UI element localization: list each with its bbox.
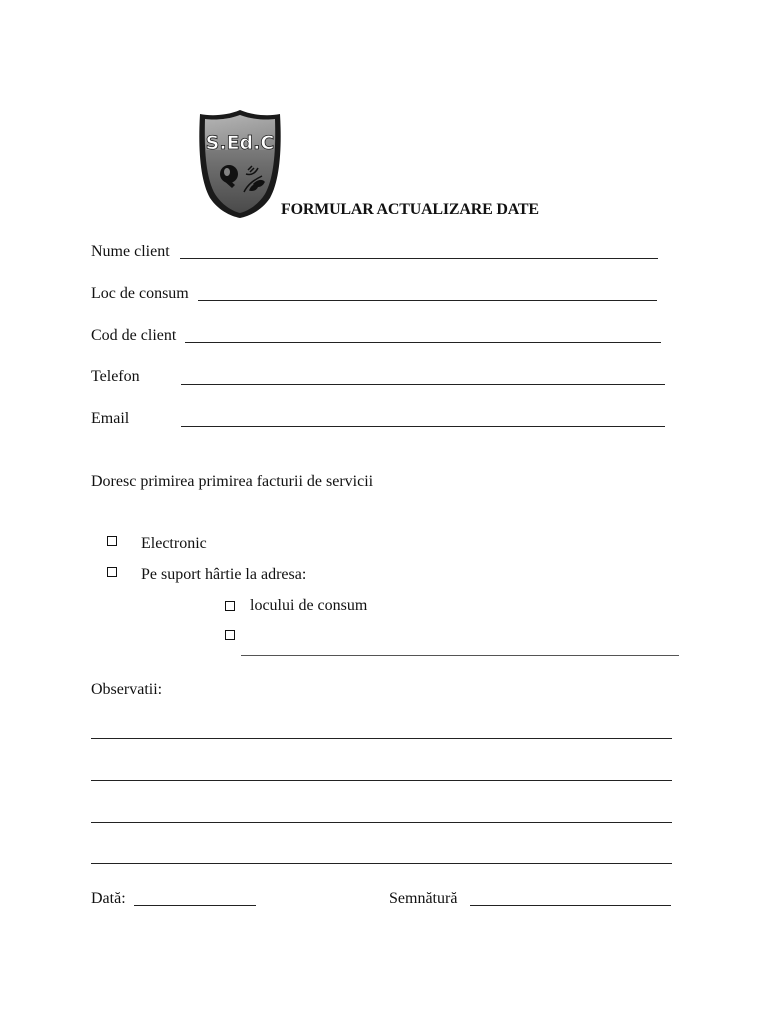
invoice-question: Doresc primirea primirea facturii de servicii xyxy=(91,473,374,490)
checkbox-electronic[interactable] xyxy=(107,536,117,546)
field-input-cod-de-client[interactable] xyxy=(185,342,661,343)
field-input-email[interactable] xyxy=(181,426,665,427)
sub-option-label-locului-de-consum: locului de consum xyxy=(250,597,368,614)
field-label-telefon: Telefon xyxy=(91,368,140,385)
field-input-loc-de-consum[interactable] xyxy=(198,300,657,301)
field-label-loc-de-consum: Loc de consum xyxy=(91,285,189,302)
field-input-nume-client[interactable] xyxy=(180,258,658,259)
field-label-email: Email xyxy=(91,410,130,427)
observations-line-4[interactable] xyxy=(91,863,672,864)
date-label: Dată: xyxy=(91,890,126,907)
checkbox-alta-adresa[interactable] xyxy=(225,630,235,640)
form-title: FORMULAR ACTUALIZARE DATE xyxy=(281,201,539,218)
option-label-suport-hartie: Pe suport hârtie la adresa: xyxy=(141,566,307,583)
field-label-nume-client: Nume client xyxy=(91,243,170,260)
signature-label: Semnătură xyxy=(389,890,458,907)
field-input-telefon[interactable] xyxy=(181,384,665,385)
observations-line-3[interactable] xyxy=(91,822,672,823)
observations-label: Observatii: xyxy=(91,681,163,698)
checkbox-locului-de-consum[interactable] xyxy=(225,601,235,611)
company-logo xyxy=(196,108,284,220)
option-label-electronic: Electronic xyxy=(141,535,207,552)
date-input[interactable] xyxy=(134,905,256,906)
observations-line-2[interactable] xyxy=(91,780,672,781)
logo-text: S.Ed.C xyxy=(205,132,275,154)
other-address-input[interactable] xyxy=(241,655,679,656)
checkbox-suport-hartie[interactable] xyxy=(107,567,117,577)
observations-line-1[interactable] xyxy=(91,738,672,739)
signature-input[interactable] xyxy=(470,905,671,906)
field-label-cod-de-client: Cod de client xyxy=(91,327,177,344)
